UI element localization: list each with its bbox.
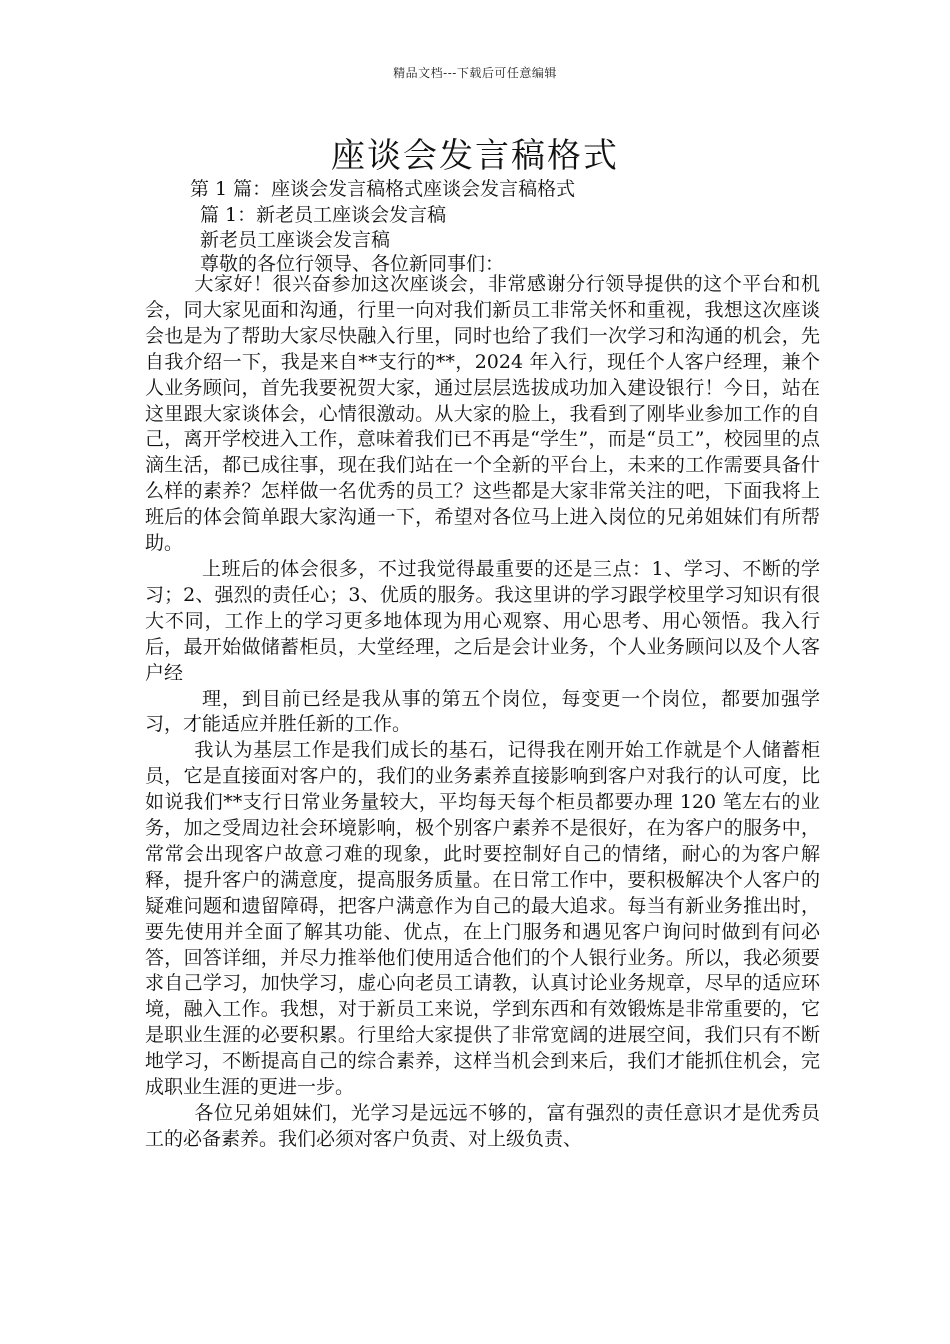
paragraph: 大家好！很兴奋参加这次座谈会，非常感谢分行领导提供的这个平台和机会，同大家见面和沟通，行里一向对我们新员工非常关怀和重视，我想这次座谈会也是为了帮助大家尽快融入行里，同时也给了我们一次学习和沟通的机会，先自我介绍一下，我是来自**支行的**，2024 年入行，现任个人客户经理，兼个人业务顾问，首先我要祝贺大家，通过层层选拔成功加入建设银行！今日，站在这里跟大家谈体会，心情很激动。从大家的脸上，我看到了刚毕业参加工作的自己，离开学校进入工作，意味着我们已不再是“学生”，而是“员工”，校园里的点滴生活，都已成往事，现在我们站在一个全新的平台上，未来的工作需要具备什么样的素养？怎样做一名优秀的员工？这些都是大家非常关注的吧，下面我将上班后的体会简单跟大家沟通一下，希望对各位马上进入岗位的兄弟姐妹们有所帮助。 xyxy=(145,273,820,555)
speech-subtitle: 新老员工座谈会发言稿 xyxy=(200,229,391,251)
section-heading: 篇 1：新老员工座谈会发言稿 xyxy=(200,204,447,226)
paragraph: 各位兄弟姐妹们，光学习是远远不够的，富有强烈的责任意识才是优秀员工的必备素养。我们必须对客户负责、对上级负责、 xyxy=(145,1102,820,1150)
page-header-note: 精品文档---下载后可任意编辑 xyxy=(393,66,557,80)
speech-body xyxy=(145,272,820,1153)
document-title: 座谈会发言稿格式 xyxy=(331,136,619,176)
paragraph: 上班后的体会很多，不过我觉得最重要的还是三点：1、学习、不断的学习；2、强烈的责任心；3、优质的服务。我这里讲的学习跟学校里学习知识有很大不同，工作上的学习更多地体现为用心观察、用心思考、用心领悟。我入行后，最开始做储蓄柜员，大堂经理，之后是会计业务，个人业务顾问以及个人客户经 xyxy=(145,557,820,684)
chapter-heading: 第 1 篇：座谈会发言稿格式座谈会发言稿格式 xyxy=(190,178,576,200)
paragraph: 理，到目前已经是我从事的第五个岗位，每变更一个岗位，都要加强学习，才能适应并胜任新的工作。 xyxy=(145,687,820,736)
paragraph: 我认为基层工作是我们成长的基石，记得我在刚开始工作就是个人储蓄柜员，它是直接面对客户的，我们的业务素养直接影响到客户对我行的认可度，比如说我们**支行日常业务量较大，平均每天每个柜员都要办理 120 笔左右的业务，加之受周边社会环境影响，极个别客户素养不是很好，在为客户的服务中，常常会出现客户故意刁难的现象，此时要控制好自己的情绪，耐心的为客户解释，提升客户的满意度，提高服务质量。在日常工作中，要积极解决个人客户的疑难问题和遗留障碍，把客户满意作为自己的最大追求。每当有新业务推出时，要先使用并全面了解其功能、优点，在上门服务和遇见客户询问时做到有问必答，回答详细，并尽力推举他们使用适合他们的个人银行业务。所以，我必须要求自己学习，加快学习，虚心向老员工请教，认真讨论业务规章，尽早的适应环境，融入工作。我想，对于新员工来说，学到东西和有效锻炼是非常重要的，它是职业生涯的必要积累。行里给大家提供了非常宽阔的进展空间，我们只有不断地学习，不断提高自己的综合素养，这样当机会到来后，我们才能抓住机会，完成职业生涯的更进一步。 xyxy=(145,739,820,1099)
salutation: 尊敬的各位行领导、各位新同事们： xyxy=(200,253,505,275)
